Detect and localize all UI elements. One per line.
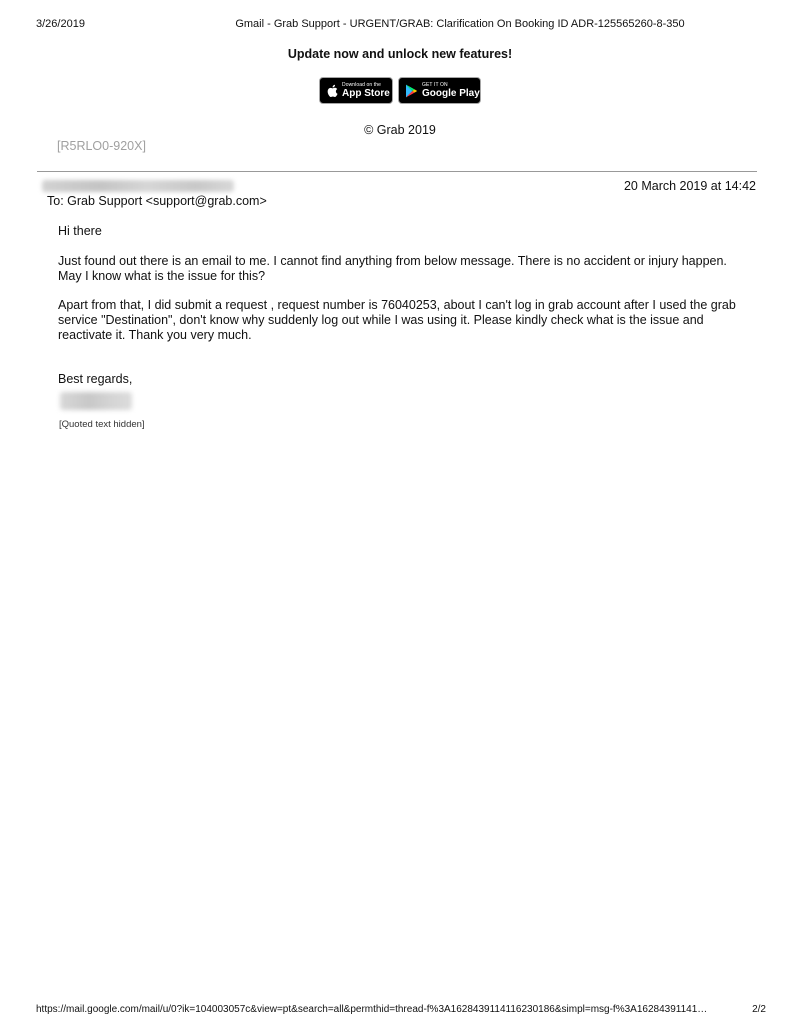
footer-url: https://mail.google.com/mail/u/0?ik=104003057c&view=pt&search=all&permthid=thread-f%3A1628439114116230186&simpl=msg-f%3A16284391141… (36, 1004, 708, 1015)
app-store-label: App Store (342, 87, 390, 99)
app-store-badge[interactable] (319, 77, 393, 104)
promo-heading: Update now and unlock new features! (287, 47, 513, 61)
recipient-line: To: Grab Support <support@grab.com> (47, 194, 267, 208)
footer-page-number: 2/2 (752, 1004, 766, 1015)
quoted-text-toggle[interactable]: [Quoted text hidden] (59, 419, 145, 430)
print-title: Gmail - Grab Support - URGENT/GRAB: Clarification On Booking ID ADR-125565260-8-350 (235, 18, 685, 30)
print-header (0, 0, 800, 40)
message-date: 20 March 2019 at 14:42 (623, 179, 756, 193)
message-closing: Best regards, (58, 372, 133, 386)
redacted-signature (60, 392, 132, 410)
google-play-small-label: GET IT ON (422, 81, 448, 88)
message-paragraph-1: Just found out there is an email to me. I cannot find anything from below message. There is no accident or injury happen. May I know what is the issue for this? (58, 254, 727, 283)
message-paragraph-2: Apart from that, I did submit a request , request number is 76040253, about I can't log in grab account after I used the grab service "Destination", don't know why suddenly log out while I was using it. Please kindly check what is the issue and reactivate it. Thank you very much. (58, 298, 736, 342)
apple-icon (326, 83, 338, 99)
message-greeting: Hi there (58, 224, 102, 238)
message-divider (37, 171, 757, 172)
google-play-badge[interactable] (398, 77, 481, 104)
redacted-sender (42, 180, 234, 192)
print-date: 3/26/2019 (36, 18, 85, 30)
google-play-label: Google Play (422, 87, 480, 99)
reference-code: [R5RLO0-920X] (57, 139, 146, 153)
store-badges (0, 77, 800, 104)
play-icon (405, 83, 418, 99)
app-store-small-label: Download on the (342, 81, 382, 88)
copyright-text: © Grab 2019 (364, 123, 436, 137)
